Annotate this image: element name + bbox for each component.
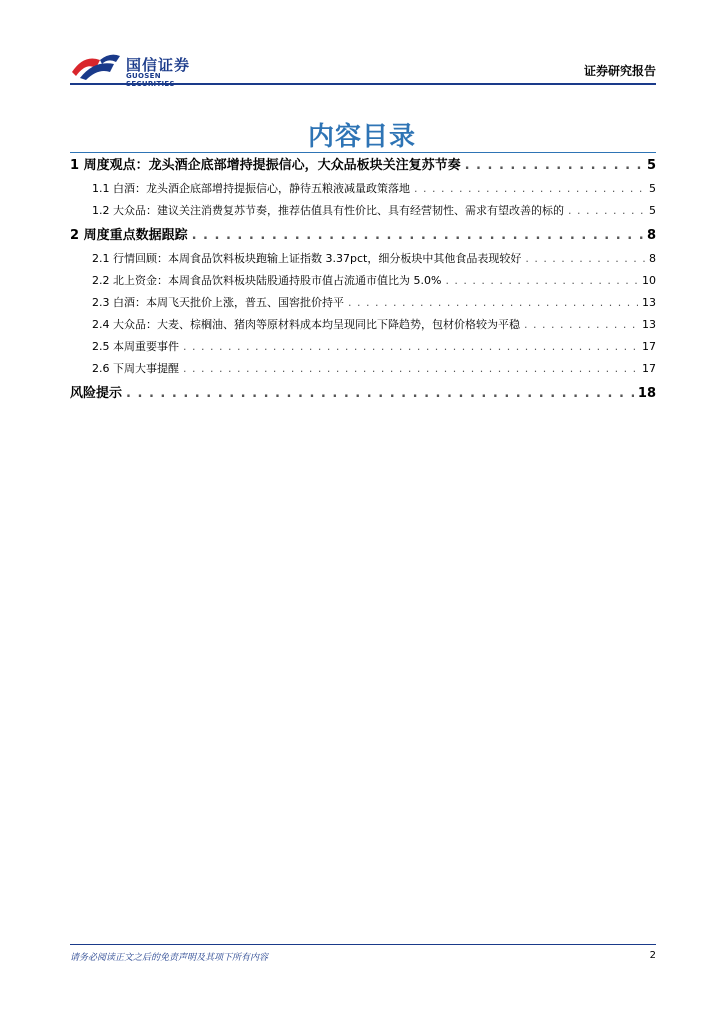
toc-entry[interactable] xyxy=(70,338,656,354)
toc-entry[interactable] xyxy=(70,316,656,332)
logo-text-en: GUOSEN xyxy=(126,72,161,80)
guosen-logo xyxy=(70,50,210,84)
toc-entry[interactable] xyxy=(70,154,656,173)
toc-leader-dots xyxy=(568,204,645,217)
toc-leader-dots xyxy=(445,274,638,287)
toc-entry-label: 1 周度观点：龙头酒企底部增持提振信心，大众品板块关注复苏节奏 xyxy=(70,158,461,173)
toc-entry-label: 1.1 白酒：龙头酒企底部增持提振信心，静待五粮液减量政策落地 xyxy=(92,182,410,195)
toc-leader-dots xyxy=(183,362,638,375)
toc-leader-dots xyxy=(524,318,638,331)
toc-entry[interactable] xyxy=(70,382,656,401)
toc-leader-dots xyxy=(348,296,638,309)
toc-entry-page: 17 xyxy=(642,362,656,375)
footer-disclaimer: 请务必阅读正文之后的免责声明及其项下所有内容 xyxy=(70,953,269,963)
toc-entry-page: 5 xyxy=(649,204,656,217)
toc-entry[interactable] xyxy=(70,224,656,243)
toc-entry-label: 2 周度重点数据跟踪 xyxy=(70,228,188,243)
toc-leader-dots xyxy=(465,158,643,173)
toc-title-divider xyxy=(70,152,656,153)
toc-entry-page: 8 xyxy=(649,252,656,265)
toc-entry-label: 2.1 行情回顾：本周食品饮料板块跑输上证指数 3.37pct，细分板块中其他食品表现较好 xyxy=(92,252,522,265)
toc-entry[interactable] xyxy=(70,250,656,266)
toc-entry-page: 10 xyxy=(642,274,656,287)
toc-entry-page: 8 xyxy=(646,228,656,243)
toc-entry-label: 2.5 本周重要事件 xyxy=(92,340,179,353)
toc-entry-label: 1.2 大众品：建议关注消费复苏节奏，推荐估值具有性价比、具有经营韧性、需求有望改善的标的 xyxy=(92,204,564,217)
toc-leader-dots xyxy=(126,386,634,401)
toc-entry[interactable] xyxy=(70,202,656,218)
toc-entry-page: 13 xyxy=(642,296,656,309)
toc-entry-page: 17 xyxy=(642,340,656,353)
toc-entry-label: 风险提示 xyxy=(70,386,123,401)
toc-entry[interactable] xyxy=(70,360,656,376)
toc-entry-label: 2.2 北上资金：本周食品饮料板块陆股通持股市值占流通市值比为 5.0% xyxy=(92,274,442,287)
toc-entry-page: 5 xyxy=(646,158,656,173)
logo-text-cn: 国信证券 xyxy=(126,56,191,74)
header-divider xyxy=(70,83,656,85)
page-number: 2 xyxy=(649,950,656,961)
toc-leader-dots xyxy=(183,340,638,353)
footer-divider xyxy=(70,944,656,945)
toc-leader-dots xyxy=(192,228,643,243)
toc-entry[interactable] xyxy=(70,294,656,310)
toc-entry-page: 13 xyxy=(642,318,656,331)
toc-leader-dots xyxy=(525,252,645,265)
toc-entry-page: 5 xyxy=(649,182,656,195)
guosen-logo-icon xyxy=(70,50,122,82)
page-header xyxy=(70,50,656,86)
toc-entry-page: 18 xyxy=(637,386,656,401)
toc-title: 内容目录 xyxy=(307,122,416,152)
toc-entry-label: 2.3 白酒：本周飞天批价上涨，普五、国窖批价持平 xyxy=(92,296,344,309)
toc-entry-label: 2.4 大众品：大麦、棕榈油、猪肉等原材料成本均呈现同比下降趋势，包材价格较为平稳 xyxy=(92,318,520,331)
toc-entry[interactable] xyxy=(70,272,656,288)
toc-entry[interactable] xyxy=(70,180,656,196)
report-type-label: 证券研究报告 xyxy=(583,64,656,78)
toc-leader-dots xyxy=(414,182,645,195)
toc-entry-label: 2.6 下周大事提醒 xyxy=(92,362,179,375)
